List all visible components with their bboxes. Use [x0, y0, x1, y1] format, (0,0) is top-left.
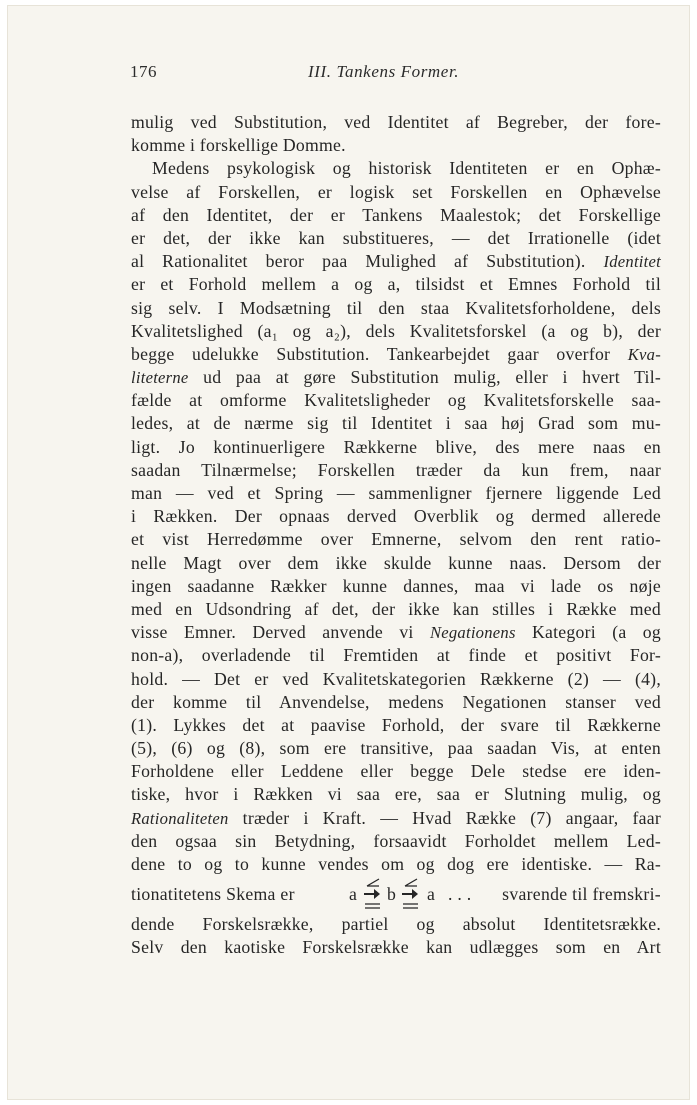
line-segment: tiske, hvor i Rækken vi saa ere, saa er Slutning mulig, og	[131, 784, 661, 805]
emphasized-term: liteterne	[131, 368, 189, 388]
schema-arrow-2	[401, 876, 421, 913]
line-segment: sig selv. I Modsætning til den staa Kvalitetsforholdene, dels	[131, 297, 661, 318]
line-segment: non-a), overladende til Fremtiden at finde et positivt For-	[131, 645, 661, 666]
schema-ellipsis: . . .	[448, 884, 472, 905]
text-line	[131, 691, 661, 714]
text-line: Selv den kaotiske Forskelsrække kan udlægges som en Art	[131, 937, 661, 958]
text-line	[131, 204, 661, 227]
text-line	[131, 111, 661, 134]
text-line	[131, 668, 661, 691]
line-segment: ligt. Jo kontinuerligere Rækkerne blive, des mere naas en	[131, 436, 661, 457]
line-segment: visse Emner. Derved anvende vi	[131, 622, 430, 643]
text-line	[131, 343, 661, 366]
text-line	[131, 436, 661, 459]
text-line	[131, 157, 661, 180]
text-line	[131, 853, 661, 876]
line-segment: ud paa at gøre Substitution mulig, eller i hvert Til-	[188, 367, 661, 388]
line-segment: (5), (6) og (8), som ere transitive, paa saadan Vis, at enten	[131, 738, 661, 759]
line-segment: med en Udsondring af det, der ikke kan stilles i Række med	[131, 598, 661, 619]
page-number: 176	[130, 62, 157, 81]
text-line	[131, 760, 661, 783]
text-line	[131, 320, 661, 343]
line-segment: ledes, at de nærme sig til Identitet i saa høj Grad som mu-	[131, 413, 661, 434]
text-line	[131, 227, 661, 250]
schema-lead-text: tionatitetens Skema er	[131, 884, 295, 905]
text-line	[131, 783, 661, 806]
line-segment: et vist Herredømme over Emnerne, selvom den rent ratio-	[131, 529, 661, 550]
emphasized-term: Negationens	[429, 623, 516, 643]
line-segment: dene to og to kunne vendes om og dog ere identiske. — Ra-	[131, 854, 661, 874]
schema-trailing-text: svarende til fremskri-	[502, 884, 661, 905]
schema-line	[131, 876, 661, 913]
line-segment: af den Identitet, der er Tankens Maalestok; det Forskellige	[131, 204, 661, 225]
text-line	[131, 552, 661, 575]
line-segment: i Rækken. Der opnaas derved Overblik og dermed allerede	[131, 506, 661, 527]
text-line	[131, 412, 661, 435]
line-segment: fælde at omforme Kvalitetsligheder og Kvalitetsforskelle saa-	[131, 390, 661, 411]
text-line	[131, 366, 661, 389]
line-segment: ingen saadanne Rækker kunne dannes, maa vi lade os nøje	[131, 575, 661, 596]
text-line	[131, 273, 661, 296]
emphasized-term: Identitet	[603, 252, 661, 272]
line-segment: er det, der ikke kan substitueres, — det Irrationelle (idet	[131, 227, 661, 248]
text-line	[131, 250, 661, 273]
text-line	[131, 482, 661, 505]
text-line	[131, 714, 661, 737]
line-segment: hold. — Det er ved Kvalitetskategorien Rækkerne (2) — (4),	[131, 668, 661, 689]
text-line	[131, 134, 661, 157]
body-paragraphs	[131, 111, 661, 876]
running-title: III. Tankens Former.	[308, 62, 460, 81]
page-header	[130, 62, 660, 88]
line-segment: træder i Kraft. — Hvad Række (7) angaar, faar	[228, 807, 661, 828]
body-text	[131, 111, 661, 960]
schema-term-b: b	[387, 884, 397, 905]
text-line: dende Forskelsrække, partiel og absolut Identitetsrække.	[131, 914, 661, 935]
line-segment: begge udelukke Substitution. Tankearbejdet gaar overfor	[131, 343, 628, 364]
schema-arrow-1	[363, 876, 383, 913]
line-segment: man — ved et Spring — sammenligner fjernere liggende Led	[131, 483, 661, 503]
line-segment: der komme til Anvendelse, medens Negationen stanser ved	[131, 691, 661, 712]
line-segment: mulig ved Substitution, ved Identitet af Begreber, der fore-	[131, 112, 661, 132]
text-line	[131, 621, 661, 644]
line-segment: Medens psykologisk og historisk Identiteten er en Ophæ-	[152, 158, 661, 179]
line-segment: saadan Tilnærmelse; Forskellen træder da kun frem, naar	[131, 459, 661, 480]
schema-term-a2: a	[427, 884, 436, 905]
line-segment: den ogsaa sin Betydning, forsaavidt Forholdet mellem Led-	[131, 830, 661, 851]
text-line	[131, 737, 661, 760]
text-line	[131, 598, 661, 621]
text-line	[131, 644, 661, 667]
line-segment: nelle Magt over dem ikke skulde kunne naas. Dersom der	[131, 552, 661, 573]
text-line	[131, 505, 661, 528]
line-segment: komme i forskellige Domme.	[131, 135, 346, 156]
emphasized-term: Kva-	[627, 344, 661, 364]
text-line	[131, 389, 661, 412]
text-line	[131, 830, 661, 853]
line-segment: Kategori (a og	[515, 622, 661, 643]
text-line	[131, 807, 661, 830]
line-segment: er et Forhold mellem a og a, tilsidst et Emnes Forhold til	[131, 274, 661, 295]
text-line	[131, 181, 661, 204]
line-segment: al Rationalitet beror paa Mulighed af Substitution).	[131, 251, 604, 272]
line-segment: velse af Forskellen, er logisk set Forskellen en Ophævelse	[131, 181, 661, 202]
line-segment: Forholdene eller Leddene eller begge Dele stedse ere iden-	[131, 761, 661, 782]
rationality-schema	[347, 876, 492, 913]
emphasized-term: Rationaliteten	[131, 808, 229, 828]
text-line	[131, 297, 661, 320]
text-line	[131, 528, 661, 551]
schema-term-a1: a	[349, 884, 358, 905]
text-line	[131, 459, 661, 482]
line-segment: (1). Lykkes det at paavise Forhold, der svare til Rækkerne	[131, 714, 661, 735]
text-line	[131, 575, 661, 598]
line-segment: Kvalitetslighed (a₁ og a₂), dels Kvalitetsforskel (a og b), der	[131, 320, 661, 341]
